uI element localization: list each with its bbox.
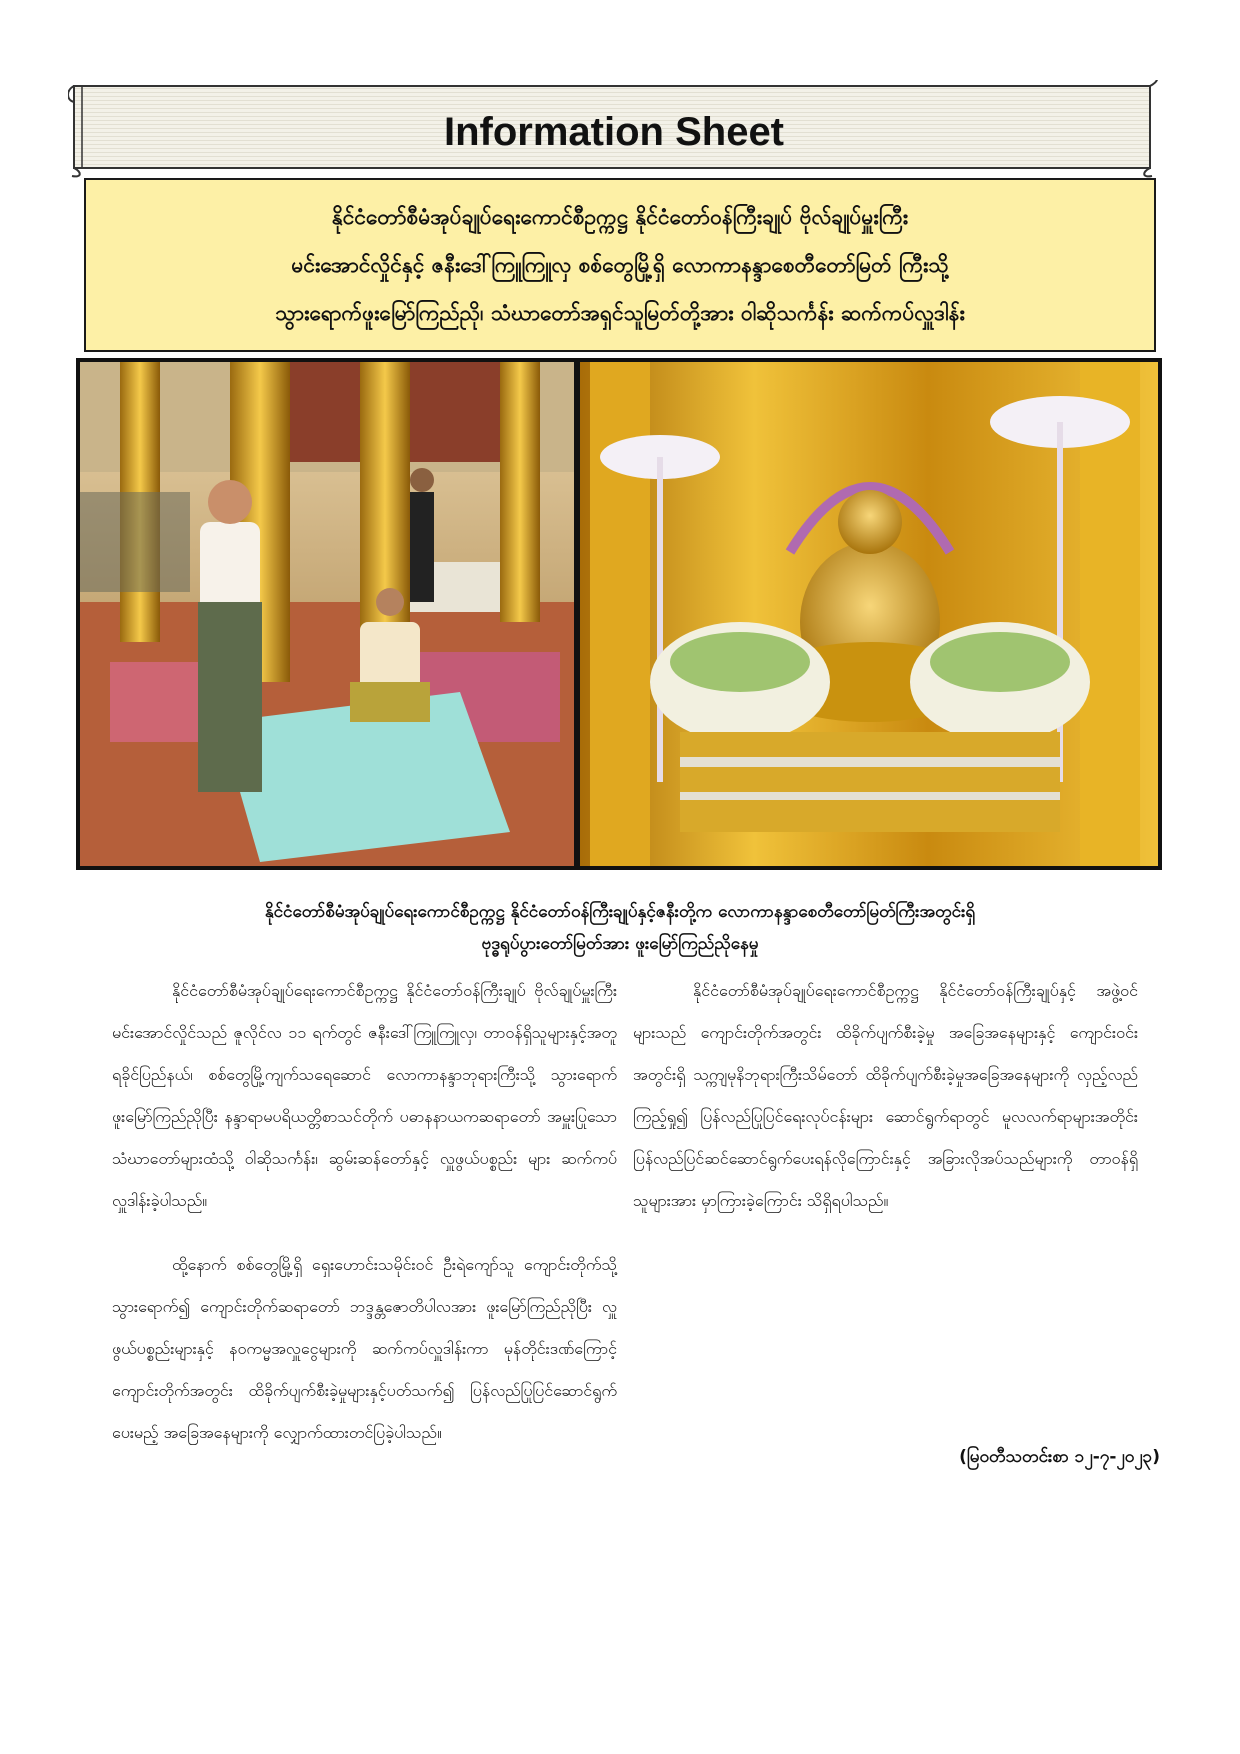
headline-line: နိုင်ငံတော်စီမံအုပ်ချုပ်ရေးကောင်စီဥက္ကဋ္ဌ နိုင်ငံတော်ဝန်ကြီးချုပ် ဗိုလ်ချုပ်မှူးကြီး [331,205,909,229]
body-right-column [633,970,1138,1222]
caption-line: ဗုဒ္ဓရုပ်ပွားတော်မြတ်အား ဖူးမြော်ကြည်ညိုနေမှု [481,934,759,954]
body-paragraph: ထို့နောက် စစ်တွေမြို့ရှိ ရှေးဟောင်းသမိုင်းဝင် ဦးရဲကျော်သူ ကျောင်းတိုက်သို့ သွားရောက်၍ ကျောင်းတိုက်ဆရာတော် ဘဒ္ဒန္တဇောတိပါလအား ဖူးမြော်ကြည်ညိုပြီး လှူဖွယ်ပစ္စည်းများနှင့် နဝကမ္မအလှူငွေများကို ဆက်ကပ်လှူဒါန်းကာ မုန်တိုင်းဒဏ်ကြောင့် ကျောင်းတိုက်အတွင်း ထိခိုက်ပျက်စီးခဲ့မှုများနှင့်ပတ်သက်၍ ပြန်လည်ပြုပြင်ဆောင်ရွက်ပေးမည့် အခြေအနေများကို လျှောက်ထားတင်ပြခဲ့ပါသည်။ [112,1255,617,1442]
headline-line: မင်းအောင်လှိုင်နှင့် ဇနီးဒေါ်ကြူကြူလှ စစ်တွေမြို့ရှိ လောကာနန္ဒာစေတီတော်မြတ် ကြီးသို့ [291,253,949,277]
headline-box [84,178,1156,352]
body-paragraph: နိုင်ငံတော်စီမံအုပ်ချုပ်ရေးကောင်စီဥက္ကဋ္ဌ နိုင်ငံတော်ဝန်ကြီးချုပ်နှင့် အဖွဲ့ဝင်များသည် ကျောင်းတိုက်အတွင်း ထိခိုက်ပျက်စီးခဲ့မှု အခြေအနေများနှင့် ကျောင်းဝင်းအတွင်းရှိ သက္ကျမုနိဘုရားကြီးသိမ်တော် ထိခိုက်ပျက်စီးခဲ့မှုအခြေအနေများကို လှည့်လည်ကြည့်ရှု၍ ပြန်လည်ပြုပြင်ရေးလုပ်ငန်းများ ဆောင်ရွက်ရာတွင် မူလလက်ရာများအတိုင်း ပြန်လည်ပြင်ဆင်ဆောင်ရွက်ပေးရန်လိုကြောင်းနှင့် အခြားလိုအပ်သည်များကို တာဝန်ရှိသူများအား မှာကြားခဲ့ကြောင်း သိရှိရပါသည်။ [633,981,1138,1210]
body-paragraph: နိုင်ငံတော်စီမံအုပ်ချုပ်ရေးကောင်စီဥက္ကဋ္ဌ နိုင်ငံတော်ဝန်ကြီးချုပ် ဗိုလ်ချုပ်မှူးကြီး မင်းအောင်လှိုင်သည် ဇူလိုင်လ ၁၁ ရက်တွင် ဇနီးဒေါ်ကြူကြူလှ၊ တာဝန်ရှိသူများနှင့်အတူ ရခိုင်ပြည်နယ်၊ စစ်တွေမြို့ကျက်သရေဆောင် လောကာနန္ဒာဘုရားကြီးသို့ သွားရောက်ဖူးမြော်ကြည်ညိုပြီး နန္ဒာရာမပရိယတ္တိစာသင်တိုက် ပဓာနနာယကဆရာတော် အမှူးပြုသောသံဃာတော်များထံသို့ ဝါဆိုသင်္ကန်း၊ ဆွမ်းဆန်တော်နှင့် လှူဖွယ်ပစ္စည်း များ ဆက်ကပ်လှူဒါန်းခဲ့ပါသည်။ [112,981,617,1210]
caption-line: နိုင်ငံတော်စီမံအုပ်ချုပ်ရေးကောင်စီဥက္ကဋ္ဌ နိုင်ငံတော်ဝန်ကြီးချုပ်နှင့်ဇနီးတို့က လောကာနန္ဒာစေတီတော်မြတ်ကြီးအတွင်းရှိ [264,902,976,922]
headline-line: သွားရောက်ဖူးမြော်ကြည်ညို၊ သံဃာတော်အရှင်သူမြတ်တို့အား ဝါဆိုသင်္ကန်း ဆက်ကပ်လှူဒါန်း [275,301,965,325]
photo-worship-scene [80,362,574,866]
body-left-column [112,970,617,1454]
source-credit: (မြဝတီသတင်းစာ ၁၂-၇-၂၀၂၃) [959,1447,1160,1467]
photo-strip [76,358,1162,870]
photo-buddha-image [580,362,1158,866]
title-banner [68,80,1160,175]
photo-caption [84,896,1156,960]
page-title: Information Sheet [443,110,785,154]
